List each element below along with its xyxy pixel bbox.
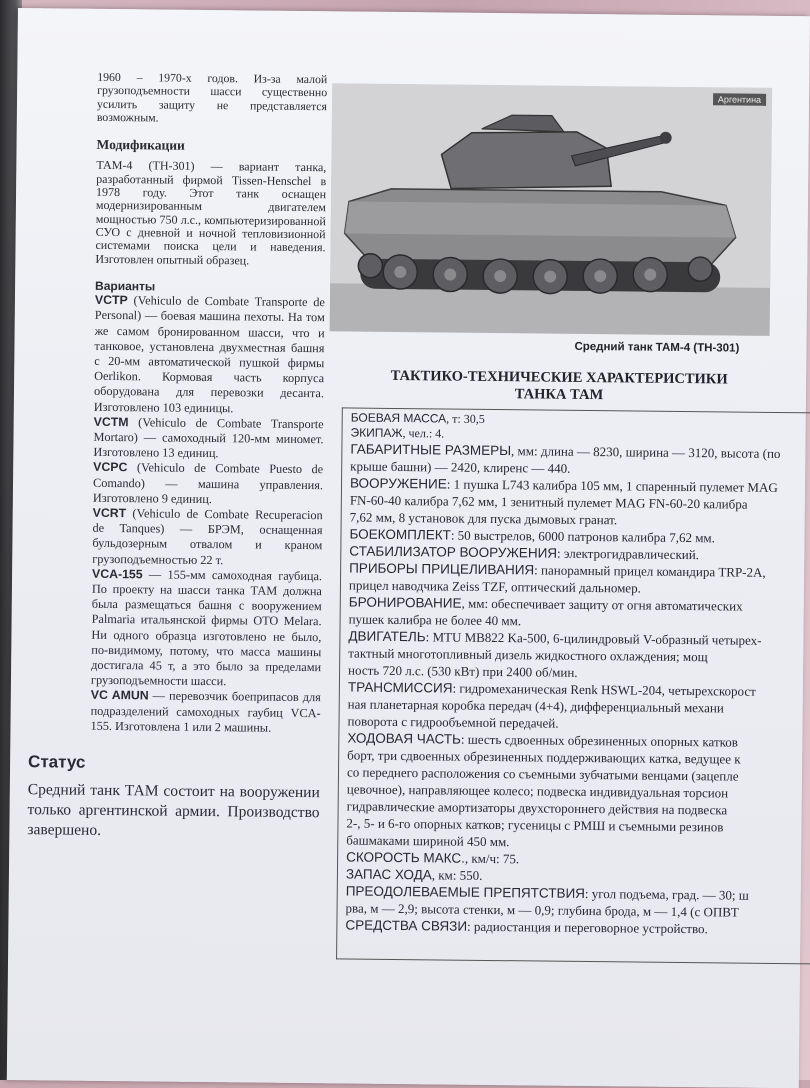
tank-photo [330,83,773,336]
spec-key: ВООРУЖЕНИЕ [349,475,447,492]
spec-value: : MTU MB822 Ka-500, 6-цилиндровый V-образный четырех- тактный многотопливный дизель жидкостного охлаждения; мощ ность 720 л.с. (530 кВт) при 2400 об/мин. [348,629,762,680]
variant-name: VCTM [93,414,129,429]
variant-text: (Vehiculo de Combate Transporte de Personal) — боевая машина пехоты. На том же самом бронированном шасси, что и танковое, установлена двухместная башня с 20-мм автоматической пушкой фирмы Oerlikon. Кормовая часть корпуса оборудована для перевозки десанта. Изготовлено 103 единицы. [93,293,326,415]
spec-value: : угол подъема, град. — 30; ш рва, м — 2,9; высота стенки, м — 0,9; глубина брода, м — 1,4 (с ОПВТ [345,885,749,920]
spec-key: БРОНИРОВАНИЕ [348,594,462,611]
spec-value: : 1 пушка L743 калибра 105 мм, 1 спаренный пулемет MAG FN-60-40 калибра 7,62 мм, 1 зенитный пулемет MAG FN-60-20 калибра 7,62 мм, 8 установок для пуска дымовых гранат. [349,476,778,528]
spec-key: ЗАПАС ХОДА [345,866,432,883]
spec-row [346,729,810,853]
book-page [7,8,810,1088]
specs-title-line: ТАКТИКО-ТЕХНИЧЕСКИЕ ХАРАКТЕРИСТИКИ [390,367,728,388]
left-column [27,69,328,844]
spec-key: ДВИГАТЕЛЬ [348,628,426,645]
spec-row [348,627,810,683]
variant-item [90,688,320,736]
spec-value: : радиостанция и переговорное устройство. [467,918,708,937]
spec-value: , т: 30,5 [446,411,485,426]
spec-key: ЭКИПАЖ [350,425,403,441]
spec-value: : электрогидравлический. [556,545,700,563]
specs-title-line: ТАНКА ТАМ [514,386,604,404]
variant-item [93,415,323,463]
spec-row [347,678,810,734]
photo-caption: Средний танк ТАМ-4 (ТН-301) [574,340,740,355]
variant-text: (Vehiculo de Combate Transporte Mortaro) — самоходный 120-мм миномет. Изготовлено 13 единиц. [93,414,324,461]
variant-item [93,460,323,508]
spec-row [346,882,810,921]
spec-row [350,475,810,531]
spec-value: : 50 выстрелов, 6000 патронов калибра 7,62 мм. [450,527,716,546]
variant-item [92,506,323,569]
variant-text: (Vehiculo de Combate Puesto de Comando) — машина управления. Изготовлено 9 единиц. [92,460,324,506]
spec-value: , мм: обеспечивает защиту от огня автоматических пушек калибра не более 40 мм. [348,595,743,629]
spec-key: ГАБАРИТНЫЕ РАЗМЕРЫ [350,441,512,459]
variant-text: (Vehiculo de Combate Recuperacion de Tanques) — БРЭМ, оснащенная бульдозерным отвалом и краном грузоподъемностью 22 т. [92,506,323,567]
spec-value: , км/ч: 75. [464,850,520,867]
spec-value: : гидромеханическая Renk HSWL-204, четырехскорост ная планетарная коробка передач (4+4), дифференциальный механи поворота с гидрообъемной передачей. [347,680,756,731]
spec-value: : шесть сдвоенных обрезиненных опорных катков борт, три сдвоенных обрезиненных поддерживающих катка, ведущее к со переднего расположения со съемными зубчатыми венцами (зацепле цевочное), направляющее колесо; подвеска индивидуальная торсион гидравлические амортизаторы двухстороннего действия на подвеска 2-, 5- и 6-го опорных катков; гусеницы с РМШ и съемными резинов башмаками шириной 450 мм. [346,731,741,850]
variant-item [94,293,325,417]
status-text: Средний танк ТАМ состоит на вооружении только аргентинской армии. Производство завершено. [27,781,320,840]
specs-title [354,368,764,406]
specs-box [336,407,810,964]
variant-name: VCRT [92,505,127,521]
variant-name: VCPC [93,460,128,475]
country-tag: Аргентина [713,93,766,106]
spec-key: ПРЕОДОЛЕВАЕМЫЕ ПРЕПЯТСТВИЯ [345,883,586,901]
spec-key: ХОДОВАЯ ЧАСТЬ [347,730,462,747]
spec-key: ТРАНСМИССИЯ [347,679,453,696]
variant-name: VCA-155 [92,566,143,582]
variants-heading: Варианты [95,278,156,294]
variant-item [91,567,322,691]
spec-value: , мм: длина — 8230, ширина — 3120, высота (по крыше башни) — 2420, клиренс — 440. [350,443,781,476]
spec-row [349,593,810,632]
status-heading: Статус [28,752,86,772]
spec-row [345,916,810,938]
spec-value: , км: 550. [431,867,483,883]
intro-paragraph: 1960 – 1970-х годов. Из-за малой грузоподъемности шасси существенно усилить защиту не представляется возможным. [96,69,328,125]
spec-key: ПРИБОРЫ ПРИЦЕЛИВАНИЯ [349,560,535,578]
spec-key: БОЕВАЯ МАССА [350,410,447,426]
variant-text: — 155-мм самоходная гаубица. По проекту на шасси танка ТАМ должна была размещаться башня с вооружением Palmaria итальянской фирмы OTO Melara. Ни одного образца изготовлено не было, по-видимому, потому, что масса машины достигала 45 т, а это было за пределами грузоподъемности шасси. [90,567,323,689]
specs-list [345,411,810,939]
spec-value: : панорамный прицел командира TRP-2A, прицел наводчика Zeiss TZF, оптический дальномер. [348,562,766,596]
spec-key: СТАБИЛИЗАТОР ВООРУЖЕНИЯ [349,543,558,561]
variant-name: VC AMUN [90,688,149,703]
variants-list [90,293,325,736]
tank-illustration [330,83,773,336]
spec-row [350,441,810,480]
spec-key: СКОРОСТЬ МАКС. [346,849,465,866]
variant-name: VCTP [94,292,128,308]
modifications-text: ТАМ-4 (ТН-301) — вариант танка, разработанный фирмой Tissen-Henschel в 1978 году. Этот танк оснащен модернизированным двигателем мощностью 750 л.с., компьютеризированной СУО с дневной и ночной тепловизионной системами поиска цели и наведения. Изготовлен опытный образец. [95,158,327,267]
spec-value: , чел.: 4. [402,426,445,441]
modifications-heading: Модификации [96,137,185,153]
spec-row [349,559,810,598]
variant-text: — перевозчик боеприпасов для подразделений самоходных гаубиц VCA-155. Изготовлена 1 или 2 машины. [90,688,321,735]
spec-key: БОЕКОМПЛЕКТ [349,526,451,543]
spec-key: СРЕДСТВА СВЯЗИ [345,917,468,934]
